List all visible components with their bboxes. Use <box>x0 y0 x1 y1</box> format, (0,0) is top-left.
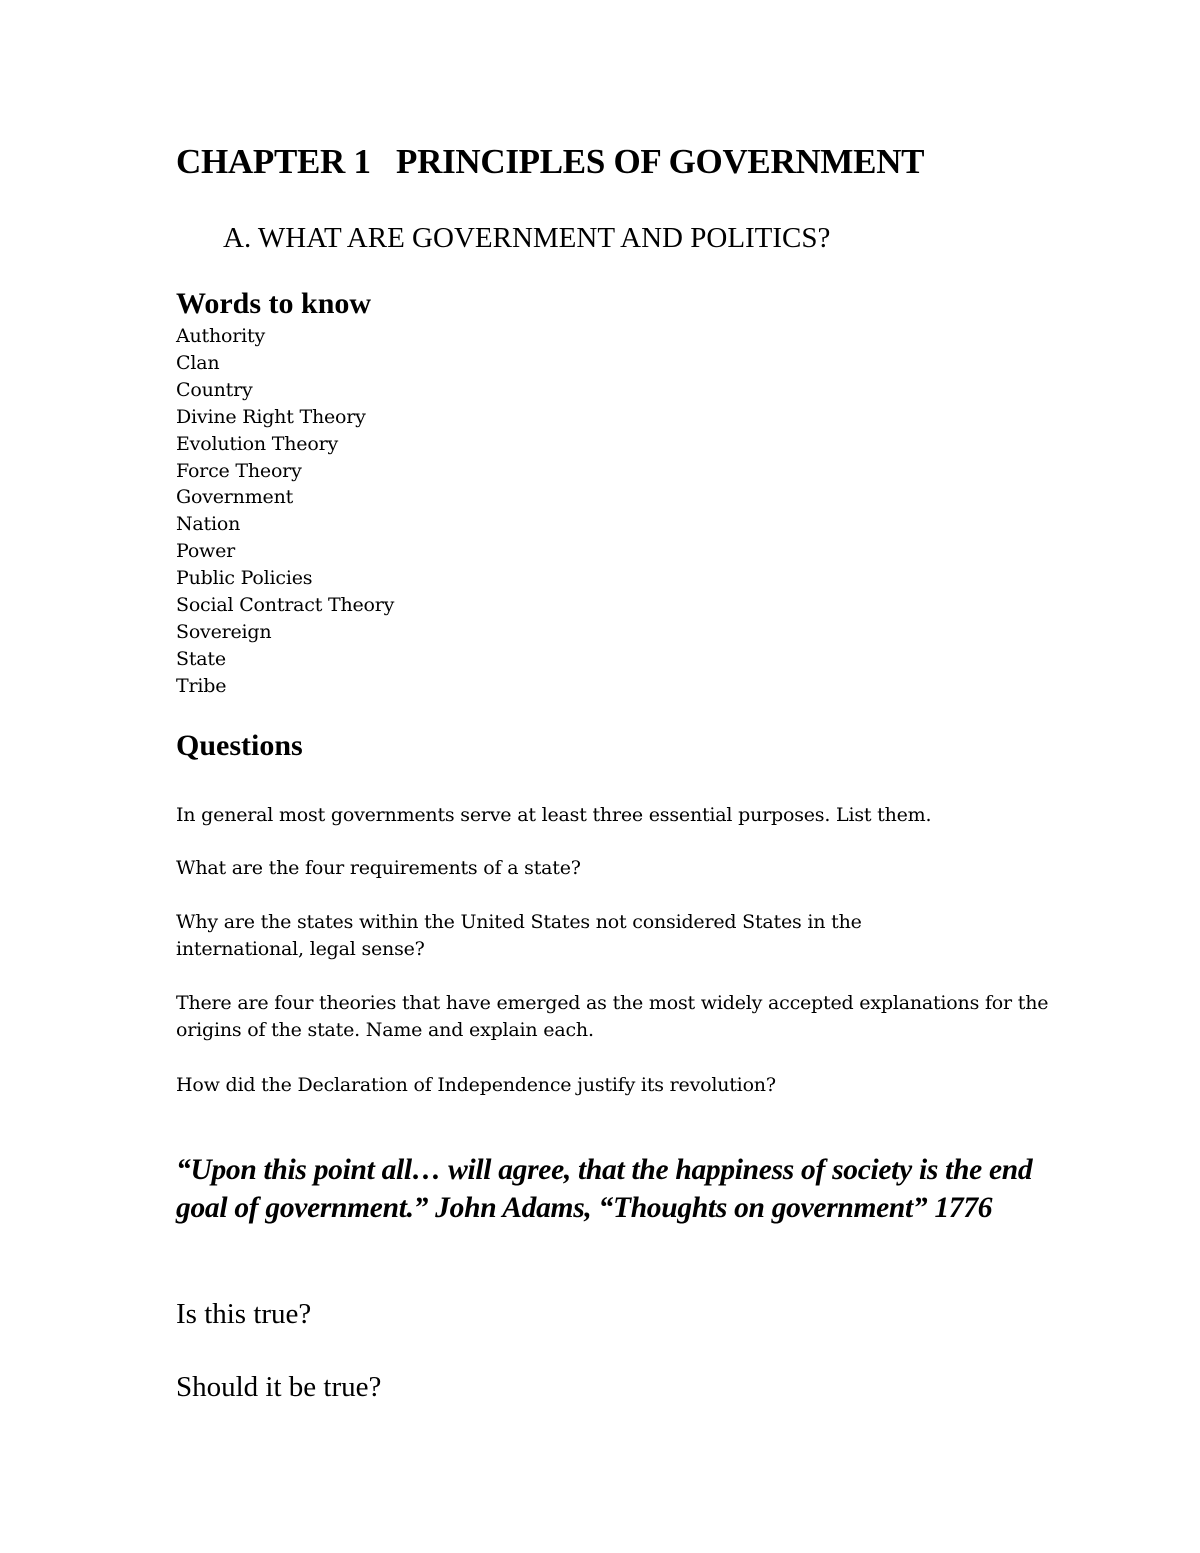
list-item: Authority <box>176 325 265 347</box>
reflection-question-2: Should it be true? <box>176 1371 382 1403</box>
list-item: Sovereign <box>176 620 272 643</box>
list-item: Divine Right Theory <box>176 405 366 428</box>
list-item: Nation <box>176 513 241 536</box>
list-item: State <box>176 647 226 670</box>
list-item: Evolution Theory <box>176 432 338 455</box>
question-3: Why are the states within the United States not considered States in the international, legal sense? <box>176 911 862 960</box>
question-4: There are four theories that have emerged as the most widely accepted explanations for the origins of the state. Name and explain each. <box>176 992 1049 1041</box>
question-1: In general most governments serve at least three essential purposes. List them. <box>176 804 932 826</box>
list-item: Force Theory <box>176 459 302 482</box>
list-item: Clan <box>176 351 220 374</box>
words-to-know-heading: Words to know <box>176 287 372 320</box>
reflection-question-1: Is this true? <box>176 1298 312 1330</box>
questions-heading: Questions <box>176 729 303 762</box>
list-item: Government <box>176 486 294 509</box>
question-2: What are the four requirements of a state? <box>176 857 581 879</box>
chapter-title: CHAPTER 1 PRINCIPLES OF GOVERNMENT <box>176 142 925 181</box>
list-item: Public Policies <box>176 567 313 590</box>
list-item: Tribe <box>176 674 227 697</box>
list-item: Country <box>176 378 253 401</box>
john-adams-quote: “Upon this point all… will agree, that the happiness of society is the end goal of government.” John Adams, “Thoughts on government” 1776 <box>176 1154 1033 1224</box>
list-item: Social Contract Theory <box>176 594 395 617</box>
list-item: Power <box>176 540 236 563</box>
section-heading: A. WHAT ARE GOVERNMENT AND POLITICS? <box>223 222 831 254</box>
question-5: How did the Declaration of Independence justify its revolution? <box>176 1074 776 1096</box>
words-to-know-list <box>176 323 394 700</box>
